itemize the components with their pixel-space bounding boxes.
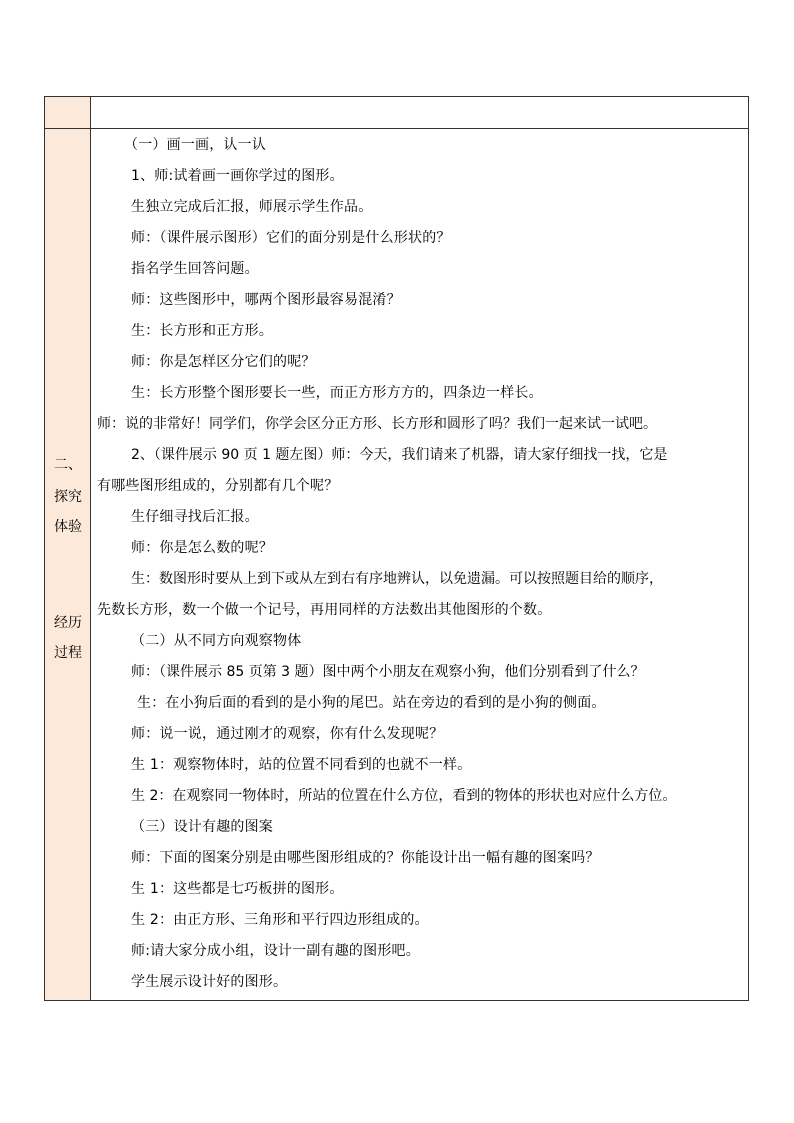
text-line: 生 2：由正方形、三角形和平行四边形组成的。 (131, 912, 429, 928)
text-line: 师：下面的图案分别是由哪些图形组成的？你能设计出一幅有趣的图案吗？ (131, 850, 600, 866)
section-label-1: 探究 (54, 489, 82, 505)
section-label-4: 过程 (54, 645, 82, 661)
text-line: 生独立完成后汇报，师展示学生作品。 (131, 199, 373, 215)
text-line: 学生展示设计好的图形。 (131, 974, 288, 990)
text-line: 师：你是怎么数的呢？ (131, 540, 273, 556)
text-line: 生 1：这些都是七巧板拼的图形。 (131, 881, 344, 897)
text-line: 生 1：观察物体时，站的位置不同看到的也就不一样。 (131, 757, 472, 773)
lesson-content (91, 129, 748, 1000)
text-line: 生 2：在观察同一物体时，所站的位置在什么方位，看到的物体的形状也对应什么方位。 (131, 788, 677, 804)
section-number: 二、 (54, 457, 82, 473)
text-line: 1、师:试着画一画你学过的图形。 (131, 168, 344, 184)
text-line: 有哪些图形组成的，分别都有几个呢？ (97, 478, 339, 494)
text-line: 师：这些图形中，哪两个图形最容易混淆？ (131, 292, 401, 308)
text-line: 2、（课件展示 90 页 1 题左图）师：今天，我们请来了机器，请大家仔细找一找，它是 (131, 447, 668, 463)
lesson-table (44, 96, 749, 1001)
text-line: （二）从不同方向观察物体 (131, 633, 302, 649)
text-line: 师：说一说，通过刚才的观察，你有什么发现呢？ (131, 726, 444, 742)
text-line: 师：（课件展示 85 页第 3 题）图中两个小朋友在观察小狗，他们分别看到了什么？ (131, 664, 645, 680)
text-line: 生：在小狗后面的看到的是小狗的尾巴。站在旁边的看到的是小狗的侧面。 (137, 695, 606, 711)
text-line: 生：数图形时要从上到下或从左到右有序地辨认，以免遗漏。可以按照题目给的顺序， (131, 571, 663, 587)
section-label-3: 经历 (54, 615, 82, 631)
text-line: 师：你是怎样区分它们的呢？ (131, 354, 316, 370)
text-line: 师:请大家分成小组，设计一副有趣的图形吧。 (131, 943, 420, 959)
text-line: 指名学生回答问题。 (131, 261, 259, 277)
text-line: 师：说的非常好！同学们，你学会区分正方形、长方形和圆形了吗？我们一起来试一试吧。 (97, 416, 657, 432)
section-label-column (45, 97, 91, 1000)
text-line: 生仔细寻找后汇报。 (131, 509, 259, 525)
text-line: （一）画一画，认一认 (124, 137, 266, 153)
section-label-2: 体验 (54, 519, 82, 535)
text-line: 生：长方形整个图形要长一些，而正方形方方的，四条边一样长。 (131, 385, 543, 401)
text-line: （三）设计有趣的图案 (131, 819, 273, 835)
text-line: 生：长方形和正方形。 (131, 323, 273, 339)
text-line: 师：（课件展示图形）它们的面分别是什么形状的？ (131, 230, 451, 246)
text-line: 先数长方形，数一个做一个记号，再用同样的方法数出其他图形的个数。 (97, 602, 552, 618)
